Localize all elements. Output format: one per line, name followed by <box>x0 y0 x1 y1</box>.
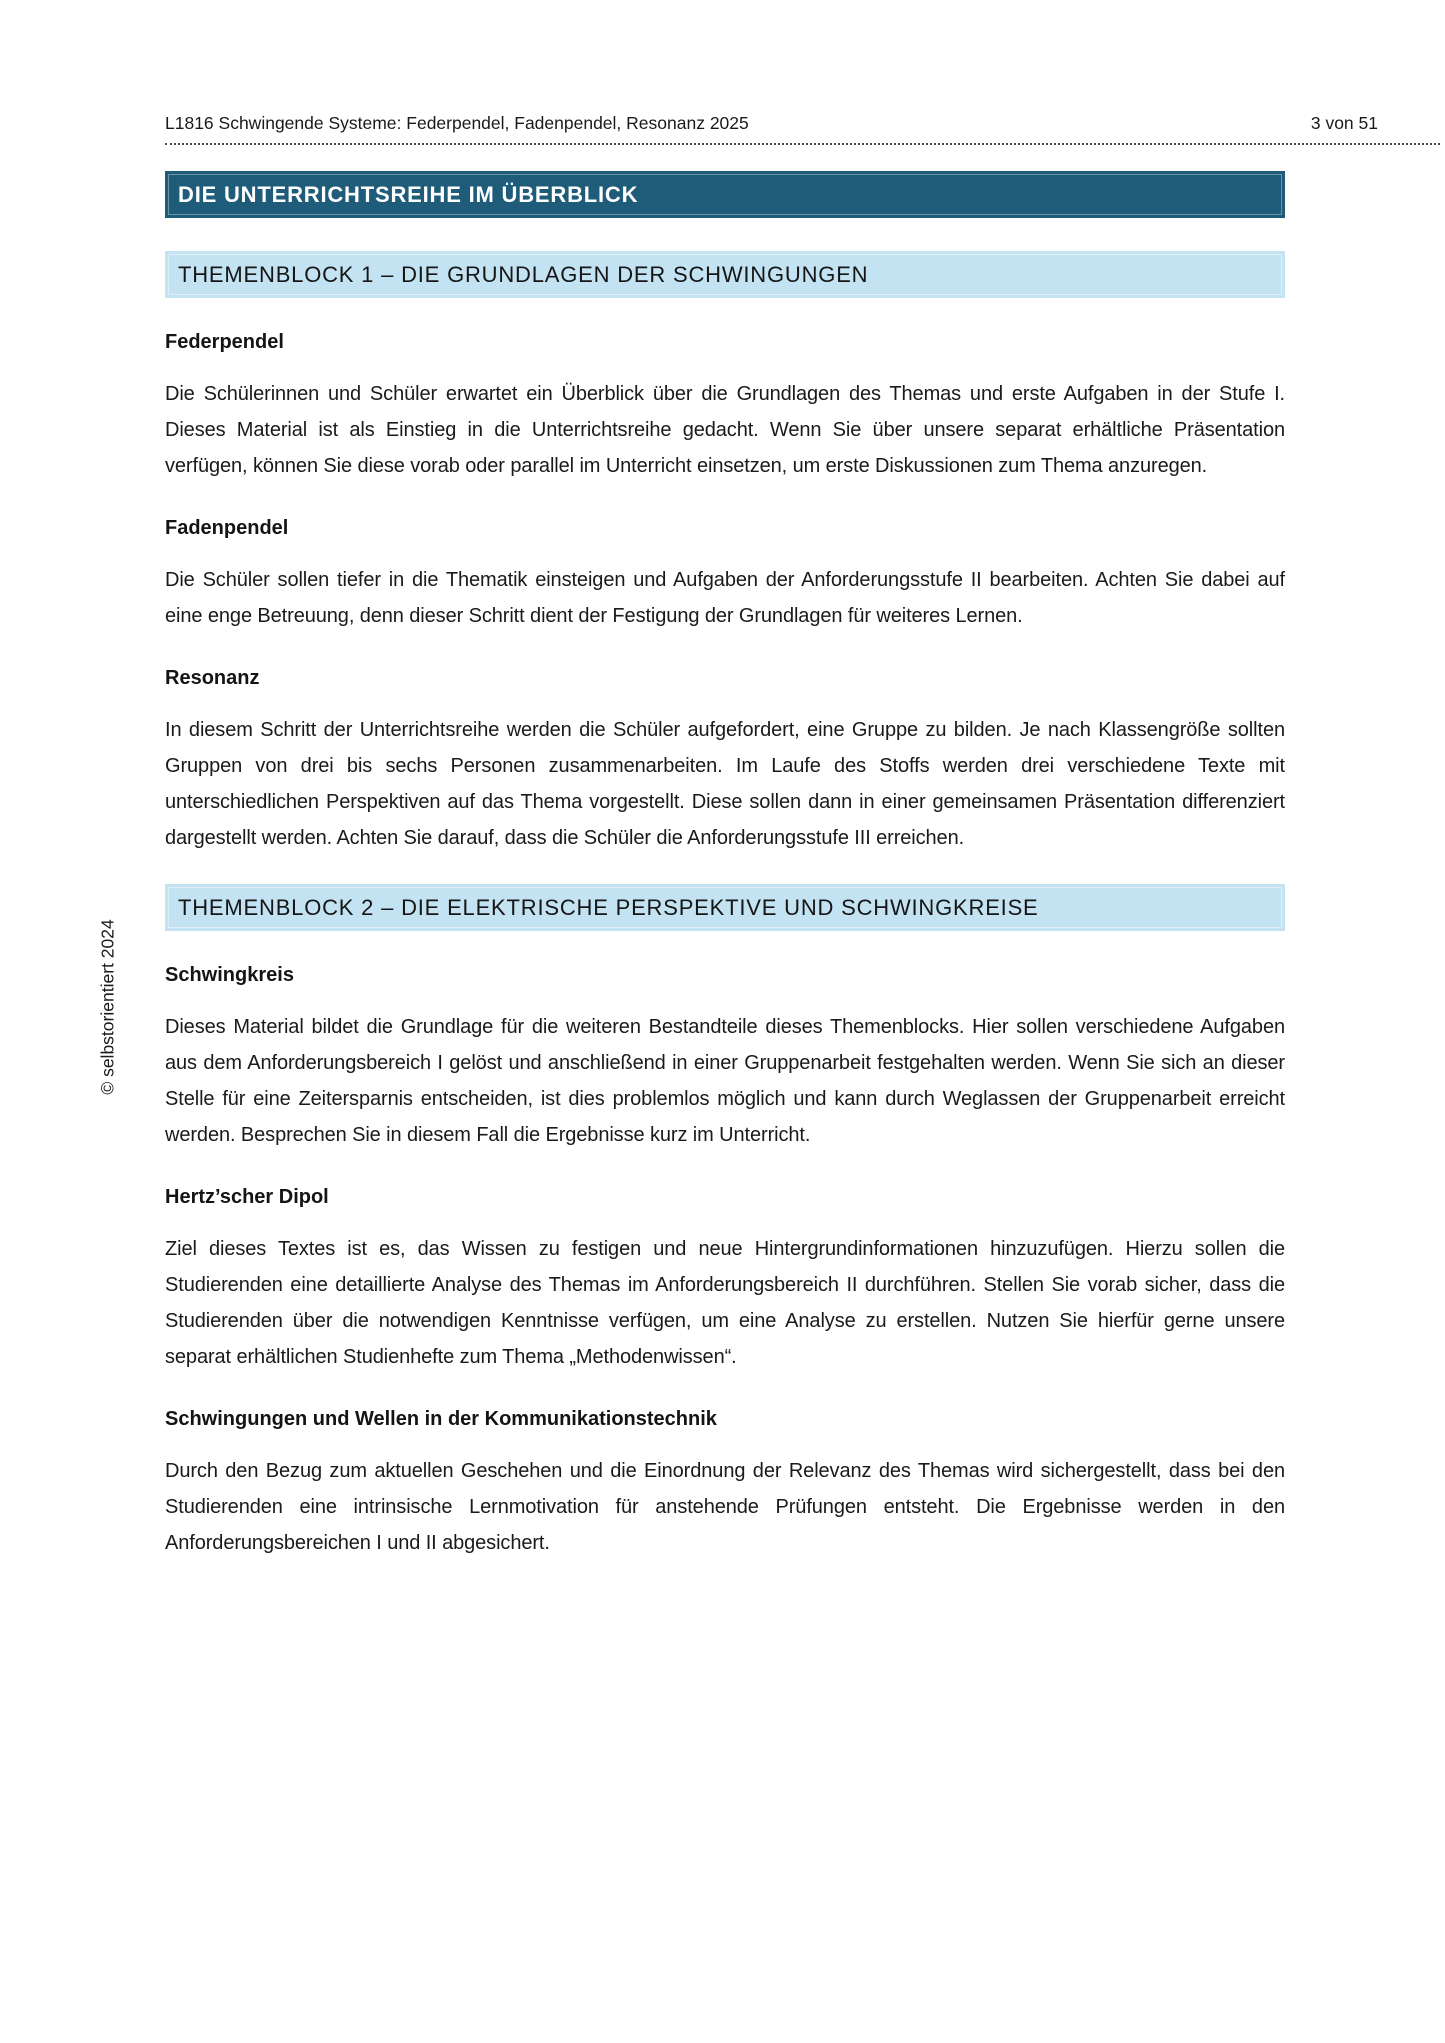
document-content <box>165 171 1285 1561</box>
themenblock-1-banner: THEMENBLOCK 1 – DIE GRUNDLAGEN DER SCHWINGUNGEN <box>165 251 1285 298</box>
heading-resonanz: Resonanz <box>165 667 260 689</box>
heading-kommunikationstechnik: Schwingungen und Wellen in der Kommunikationstechnik <box>165 1408 717 1430</box>
heading-hertzscher-dipol: Hertz’scher Dipol <box>165 1186 329 1208</box>
overview-banner: DIE UNTERRICHTSREIHE IM ÜBERBLICK <box>165 171 1285 218</box>
heading-fadenpendel: Fadenpendel <box>165 517 289 539</box>
paragraph-fadenpendel: Die Schüler sollen tiefer in die Thematik einsteigen und Aufgaben der Anforderungsstufe II bearbeiten. Achten Sie dabei auf eine enge Betreuung, denn dieser Schritt dient der Festigung der Grundlagen für weiteres Lernen. <box>165 569 1285 627</box>
header-rule <box>165 143 1440 145</box>
page-header <box>165 112 1378 134</box>
header-page-number: 3 von 51 <box>1310 113 1378 133</box>
paragraph-federpendel: Die Schülerinnen und Schüler erwartet ein Überblick über die Grundlagen des Themas und erste Aufgaben in der Stufe I. Dieses Material ist als Einstieg in die Unterrichtsreihe gedacht. Wenn Sie über unsere separat erhältliche Präsentation verfügen, können Sie diese vorab oder parallel im Unterricht einsetzen, um erste Diskussionen zum Thema anzuregen. <box>165 383 1285 477</box>
paragraph-kommunikationstechnik: Durch den Bezug zum aktuellen Geschehen und die Einordnung der Relevanz des Themas wird sichergestellt, dass bei den Studierenden eine intrinsische Lernmotivation für anstehende Prüfungen entsteht. Die Ergebnisse werden in den Anforderungsbereichen I und II abgesichert. <box>165 1460 1285 1554</box>
paragraph-schwingkreis: Dieses Material bildet die Grundlage für die weiteren Bestandteile dieses Themenblocks. Hier sollen verschiedene Aufgaben aus dem Anforderungsbereich I gelöst und anschließend in einer Gruppenarbeit festgehalten werden. Wenn Sie sich an dieser Stelle für eine Zeitersparnis entscheiden, ist dies problemlos möglich und kann durch Weglassen der Gruppenarbeit erreicht werden. Besprechen Sie in diesem Fall die Ergebnisse kurz im Unterricht. <box>165 1016 1285 1146</box>
header-document-code: L1816 Schwingende Systeme: Federpendel, Fadenpendel, Resonanz 2025 <box>165 113 749 133</box>
paragraph-hertzscher-dipol: Ziel dieses Textes ist es, das Wissen zu festigen und neue Hintergrundinformationen hinzuzufügen. Hierzu sollen die Studierenden eine detaillierte Analyse des Themas im Anforderungsbereich II durchführen. Stellen Sie vorab sicher, dass die Studierenden über die notwendigen Kenntnisse verfügen, um eine Analyse zu erstellen. Nutzen Sie hierfür gerne unsere separat erhältlichen Studienhefte zum Thema „Methodenwissen“. <box>165 1238 1285 1368</box>
heading-schwingkreis: Schwingkreis <box>165 964 294 986</box>
themenblock-2-banner: THEMENBLOCK 2 – DIE ELEKTRISCHE PERSPEKTIVE UND SCHWINGKREISE <box>165 884 1285 931</box>
paragraph-resonanz: In diesem Schritt der Unterrichtsreihe werden die Schüler aufgefordert, eine Gruppe zu bilden. Je nach Klassengröße sollten Gruppen von drei bis sechs Personen zusammenarbeiten. Im Laufe des Stoffs werden drei verschiedene Texte mit unterschiedlichen Perspektiven auf das Thema vorgestellt. Diese sollen dann in einer gemeinsamen Präsentation differenziert dargestellt werden. Achten Sie darauf, dass die Schüler die Anforderungsstufe III erreichen. <box>165 719 1285 849</box>
heading-federpendel: Federpendel <box>165 331 284 353</box>
copyright-note: © selbstorientiert 2024 <box>97 919 118 1095</box>
